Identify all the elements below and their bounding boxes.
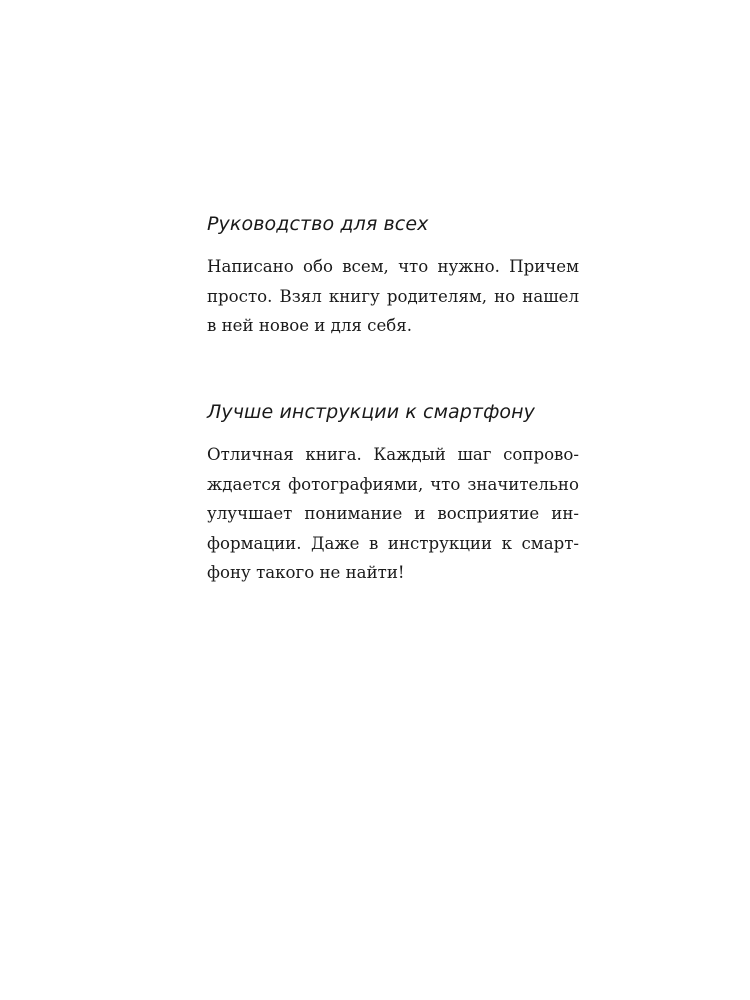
review-block xyxy=(207,398,579,588)
review-text-line: фону такого не найти! xyxy=(207,563,405,582)
review-text-line: Написано обо всем, что нужно. Причем xyxy=(207,257,579,276)
review-title: Лучше инструкции к смартфону xyxy=(207,401,536,423)
review-text-line: Отличная книга. Каждый шаг сопрово- xyxy=(207,445,579,464)
review-text-line: в ней новое и для себя. xyxy=(207,316,412,335)
review-text-line: просто. Взял книгу родителям, но нашел xyxy=(207,286,579,306)
review-text-line: формации. Даже в инструкции к смарт- xyxy=(207,533,579,553)
review-text xyxy=(207,252,579,341)
review-block xyxy=(207,210,579,341)
review-text-line: улучшает понимание и восприятие ин- xyxy=(207,504,579,523)
review-text-line: ждается фотографиями, что значительно xyxy=(207,474,579,494)
review-text xyxy=(207,440,579,588)
review-title: Руководство для всех xyxy=(207,213,429,235)
